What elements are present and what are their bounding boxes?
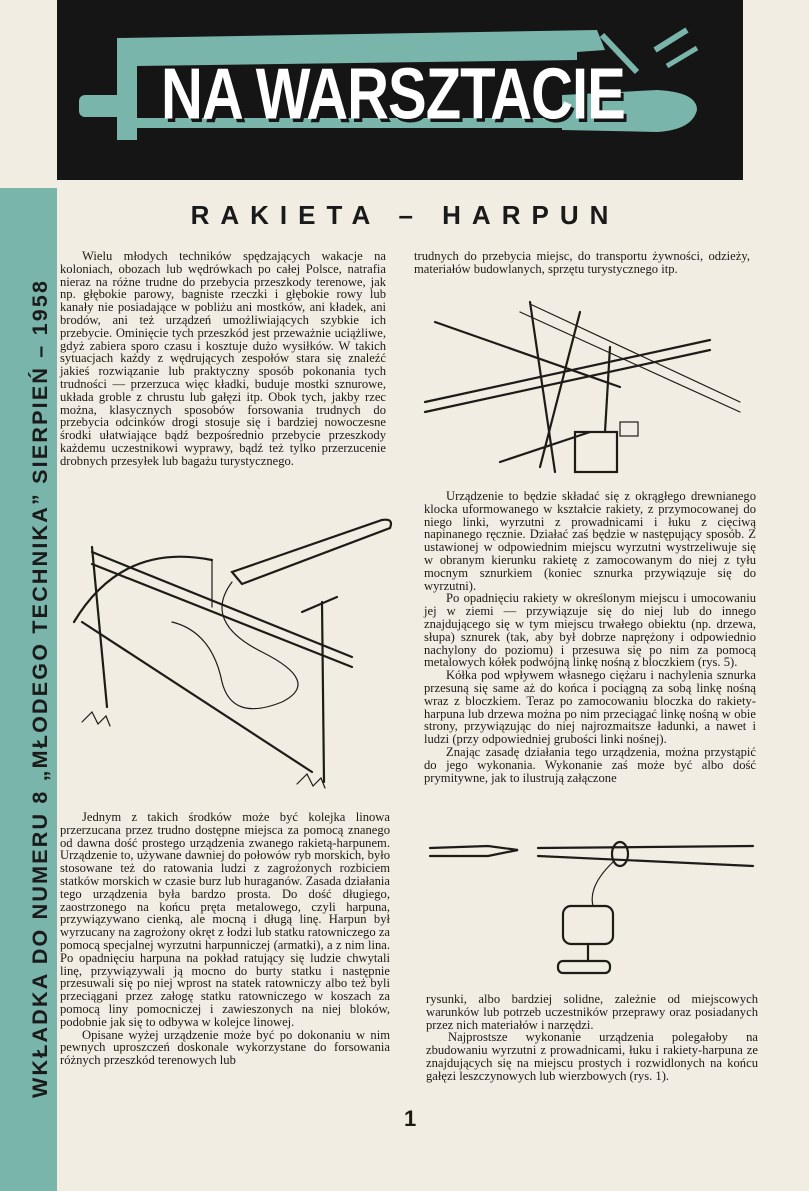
paragraph: Znając zasadę działania tego urządzenia, można przystąpić do jego wykonania. Wykonanie zaś może być albo dość prymitywne, jak to ilustrują załączone xyxy=(424,744,756,785)
text-block-construction xyxy=(426,993,758,1083)
paragraph: Jednym z takich środków może być kolejka linowa przerzucana przez trudno dostępne miejsca za pomocą znanego od dawna dość prostego urządzenia zwanego rakietą-harpunem. Urządzenie to, używane dawniej do połowów ryb morskich, było stosowane też do ratowania ludzi z zagrożonych rozbiciem statków morskich w czasie burz lub huraganów. Zasada działania tego urządzenia była bardzo prosta. Do dość długiego, zaostrzonego na końcu pręta metalowego, czyli harpuna, przywiązywano cienką, ale mocną i długą linę. Harpun był wyrzucany na zagrożony okręt z łodzi lub statku ratowniczego za pomocą specjalnej wyrzutni harpunniczej (armatki), a z nim lina. Po opadnięciu harpuna na pokład ratujący się ludzie chwytali linę, przywiązywali ją mocno do burty statku i następnie przesuwali się po niej wprost na statek ratowniczy albo też byli przeciągani przez załogę statku ratowniczego w koszach za pomocą liny pomocniczej i zawieszonych na niej bloków, podobnie jak się to odbywa w kolejce linowej. xyxy=(60,810,390,1029)
side-strip-text: WKŁADKA DO NUMERU 8 „MŁODEGO TECHNIKA” SIERPIEŃ – 1958 xyxy=(28,278,52,1098)
paragraph: Urządzenie to będzie składać się z okrągłego drewnianego klocka uformowanego w kształcie rakiety, z przymocowanej do niego linki, wyrzutni z prowadnicami i łuku z cięciwą napinanego ręcznie. Działać zaś będzie w następujący sposób. Z ustawionej w odpowiednim miejscu wyrzutni wystrzeliwuje się w obranym kierunku rakietę z zamocowanym do niej z tyłu mocnym sznurkiem (koniec sznurka przywiązuje się do wyrzutni). xyxy=(424,489,756,593)
illustration-rope-crossing xyxy=(420,292,750,484)
text-block-harpoon-history xyxy=(60,811,390,1067)
illustration-launcher xyxy=(62,512,400,802)
text-block-device-description xyxy=(424,490,756,784)
header-title: NA WARSZTACIE xyxy=(161,53,625,135)
paragraph: Po opadnięciu rakiety w określonym miejscu i umocowaniu jej w ziemi — przywiązuje się do niej lub do innego znajdującego się w tym miejscu trwałego obiektu (np. drzewa, słupa) sznurek (tak, aby był dobrze naprężony i odpowiednio nachylony do poziomu) i przesuwa się po nim za pomocą metalowych kółek podwójną linkę nośną z bloczkiem (rys. 5). xyxy=(424,591,756,670)
paragraph: Kółka pod wpływem własnego ciężaru i nachylenia sznurka przesuną się same aż do końca i pociągną za sobą linkę nośną wraz z bloczkiem. Teraz po zamocowaniu bloczka do rakiety-harpuna lub drzewa można po nim przeciągać linkę nośną w obie strony, przywiązując do niej najrozmaitsze ładunki, a nawet i ludzi (przy odpowiedniej grubości linki nośnej). xyxy=(424,668,756,747)
header-banner xyxy=(57,0,743,180)
saw-knob xyxy=(79,95,127,117)
paragraph: Opisane wyżej urządzenie może być po dokonaniu w nim pewnych uproszczeń doskonale wykorzystane do forsowania różnych przeszkód terenowych lub xyxy=(60,1027,390,1068)
page-number: 1 xyxy=(404,1106,417,1131)
paragraph-intro: Wielu młodych techników spędzających wakacje na koloniach, obozach lub wędrówkach po całej Polsce, natrafia nieraz na różne trudne do przebycia przeszkody terenowe, jak np. głębokie parowy, bagniste rzeczki i głębokie rowy lub kanały nie posiadające w pobliżu ani mostków, ani kładek, ani brodów, ani też urządzeń umożliwiających szybkie ich przebycie. Ominięcie tych przeszkód jest przeważnie uciążliwe, gdyż zabiera sporo czasu i kosztuje dużo wysiłków. W takich sytuacjach każdy z wędrujących zespołów stara się znaleźć jakieś rozwiązanie lub praktyczny sposób pokonania tych trudności — przerzuca więc kładki, buduje mostki sznurowe, układa groble z chrustu lub gałęzi itp. Obok tych, jakby rzec można, klasycznych sposobów forsowania trudnych do przebycia odcinków drogi stosuje się i bardziej nowoczesne środki ułatwiające bądź bezpośrednio przebycie przeszkody każdemu uczestnikowi wyprawy, bądź też tylko przerzucenie drobnych przesyłek lub bagażu turystycznego. xyxy=(60,249,386,468)
nail-3 xyxy=(667,48,697,66)
paragraph: Najprostsze wykonanie urządzenia polegałoby na zbudowaniu wyrzutni z prowadnicami, łuku i rakiety-harpuna ze znajdujących się na miejscu prostych i rozwidlonych na końcu gałęzi leszczynowych lub wierzbowych (rys. 1). xyxy=(426,1030,758,1083)
paragraph-continuation: trudnych do przebycia miejsc, do transportu żywności, odzieży, materiałów budowlanych, sprzętu turystycznego itp. xyxy=(414,249,750,276)
illustration-pulley-detail xyxy=(428,826,758,990)
nail-2 xyxy=(655,30,687,50)
paragraph: rysunki, albo bardziej solidne, zależnie od miejscowych warunków lub potrzeb uczestników przeprawy oraz posiadanych przez nich materiałów i narzędzi. xyxy=(426,992,758,1032)
article-title: RAKIETA – HARPUN xyxy=(190,200,620,230)
